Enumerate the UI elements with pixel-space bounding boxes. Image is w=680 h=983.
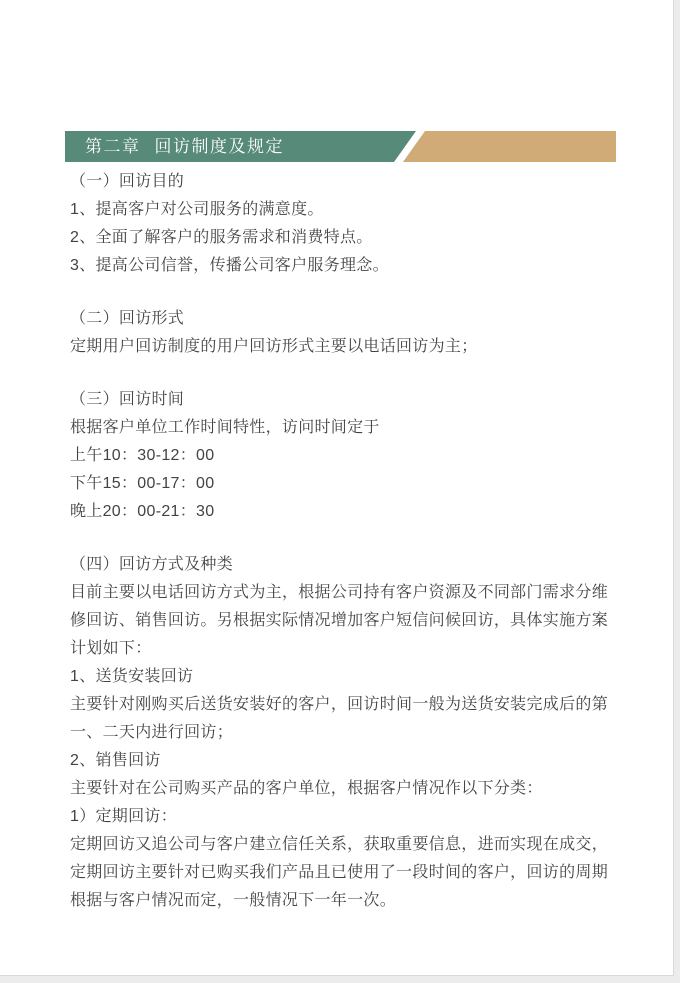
paragraph: 目前主要以电话回访方式为主，根据公司持有客户资源及不同部门需求分维修回访、销售回访。另根据实际情况增加客户短信问候回访，具体实施方案计划如下： <box>70 584 608 657</box>
paragraph: 主要针对在公司购买产品的客户单位，根据客户情况作以下分类： <box>70 780 543 797</box>
paragraph: 1）定期回访： <box>70 808 177 825</box>
paragraph: 2、销售回访 <box>70 752 161 769</box>
paragraph: 定期用户回访制度的用户回访形式主要以电话回访为主； <box>70 338 478 355</box>
paragraph: 1、送货安装回访 <box>70 668 194 685</box>
paragraph: 晚上20：00-21：30 <box>70 503 215 520</box>
section <box>70 305 608 361</box>
section-heading: （二）回访形式 <box>70 310 185 327</box>
chapter-title <box>85 131 284 162</box>
paragraph: 3、提高公司信誉，传播公司客户服务理念。 <box>70 257 389 274</box>
section-heading: （四）回访方式及种类 <box>70 556 234 573</box>
paragraph: 上午10：30-12：00 <box>70 447 215 464</box>
section-heading: （一）回访目的 <box>70 173 185 190</box>
chapter-header-banner <box>65 131 616 162</box>
paragraph: 定期回访又追公司与客户建立信任关系，获取重要信息，进而实现在成交，定期回访主要针对已购买我们产品且已使用了一段时间的客户，回访的周期根据与客户情况而定，一般情况下一年一次。 <box>70 836 608 909</box>
paragraph: 1、提高客户对公司服务的满意度。 <box>70 201 324 218</box>
paragraph: 2、全面了解客户的服务需求和消费特点。 <box>70 229 373 246</box>
section <box>70 386 608 526</box>
section <box>70 168 608 280</box>
paragraph: 主要针对刚购买后送货安装好的客户，回访时间一般为送货安装完成后的第一、二天内进行回访； <box>70 696 608 741</box>
paragraph: 根据客户单位工作时间特性，访问时间定于 <box>70 419 380 436</box>
section <box>70 551 608 915</box>
chapter-title-text: 回访制度及规定 <box>154 137 284 156</box>
section-heading: （三）回访时间 <box>70 391 185 408</box>
paragraph: 下午15：00-17：00 <box>70 475 215 492</box>
document-body <box>70 168 608 915</box>
chapter-number: 第二章 <box>85 137 141 156</box>
